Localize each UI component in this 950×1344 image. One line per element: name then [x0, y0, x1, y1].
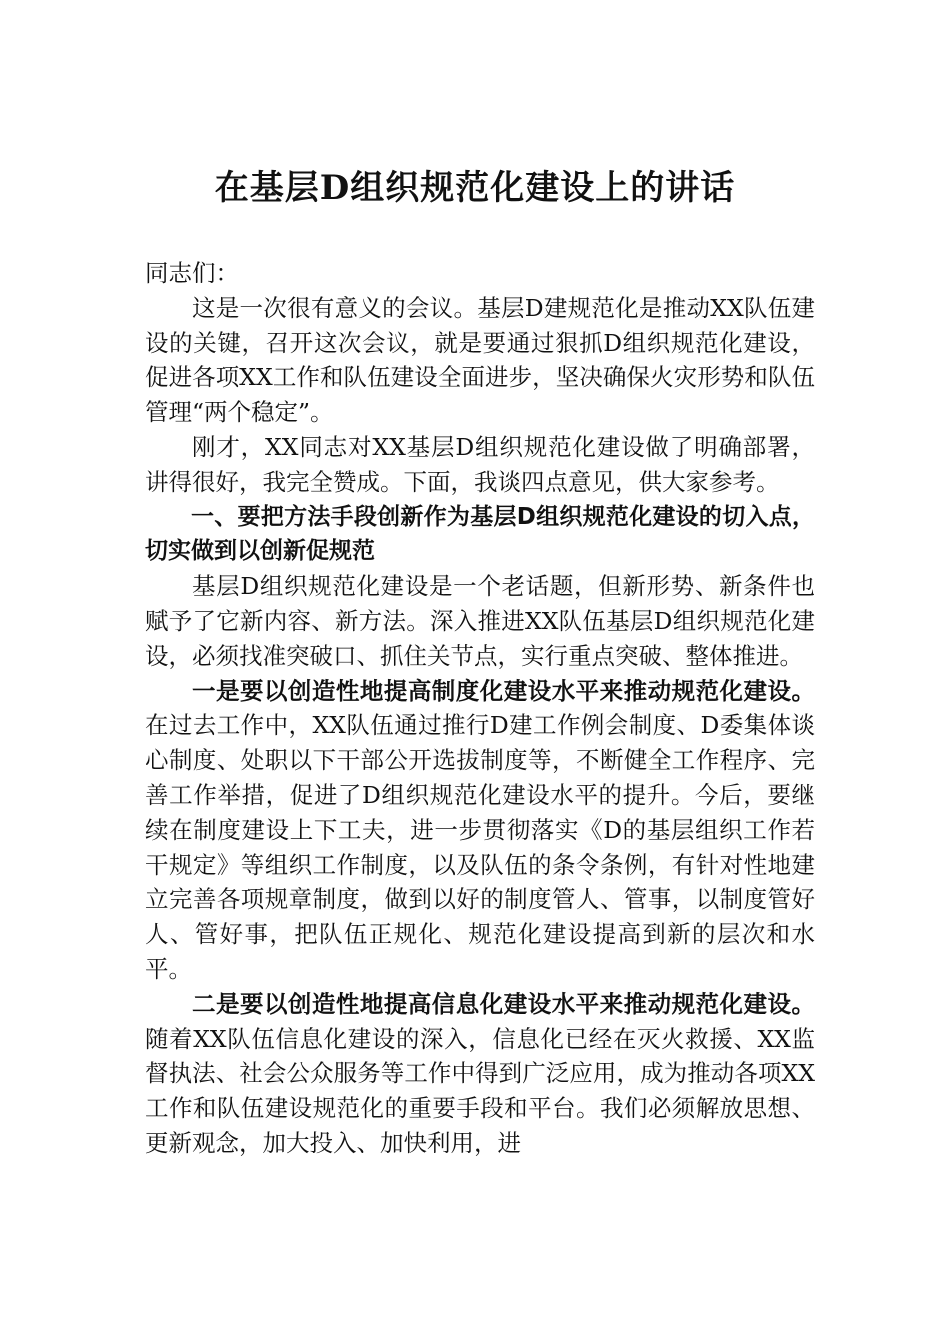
paragraph-intro: 这是一次很有意义的会议。基层D建规范化是推动XX队伍建设的关键，召开这次会议，就是要通过狠抓D组织规范化建设，促进各项XX工作和队伍建设全面进步，坚决确保火灾形势和队伍管理“两个稳定”。: [145, 293, 815, 427]
section-heading-1: 一、要把方法手段创新作为基层D组织规范化建设的切入点，切实做到以创新促规范: [145, 503, 815, 565]
point-1-body: 在过去工作中，XX队伍通过推行D建工作例会制度、D委集体谈心制度、处职以下干部公开选拔制度等，不断健全工作程序、完善工作举措，促进了D组织规范化建设水平的提升。今后，要继续在制度建设上下工夫，进一步贯彻落实《D的基层组织工作若干规定》等组织工作制度，以及队伍的条令条例，有针对性地建立完善各项规章制度，做到以好的制度管人、管事，以制度管好人、管好事，把队伍正规化、规范化建设提高到新的层次和水平。: [145, 711, 815, 983]
document-title: 在基层D组织规范化建设上的讲话: [214, 168, 736, 208]
paragraph-response: 刚才，XX同志对XX基层D组织规范化建设做了明确部署，讲得很好，我完全赞成。下面，我谈四点意见，供大家参考。: [145, 432, 815, 496]
paragraph-section-1: 基层D组织规范化建设是一个老话题，但新形势、新条件也赋予了它新内容、新方法。深入推进XX队伍基层D组织规范化建设，必须找准突破口、抓住关节点，实行重点突破、整体推进。: [145, 572, 815, 670]
document-body: [145, 256, 815, 1161]
paragraph-point-2: [145, 987, 815, 1161]
point-2-body: 随着XX队伍信息化建设的深入，信息化已经在灭火救援、XX监督执法、社会公众服务等工作中得到广泛应用，成为推动各项XX工作和队伍建设规范化的重要手段和平台。我们必须解放思想、更新观念，加大投入、加快利用，进: [145, 1024, 815, 1157]
paragraph-point-1: [145, 674, 815, 987]
point-1-lead: 一是要以创造性地提高制度化建设水平来推动规范化建设。: [192, 676, 815, 705]
salutation: 同志们：: [145, 259, 239, 287]
point-2-lead: 二是要以创造性地提高信息化建设水平来推动规范化建设。: [192, 989, 815, 1018]
